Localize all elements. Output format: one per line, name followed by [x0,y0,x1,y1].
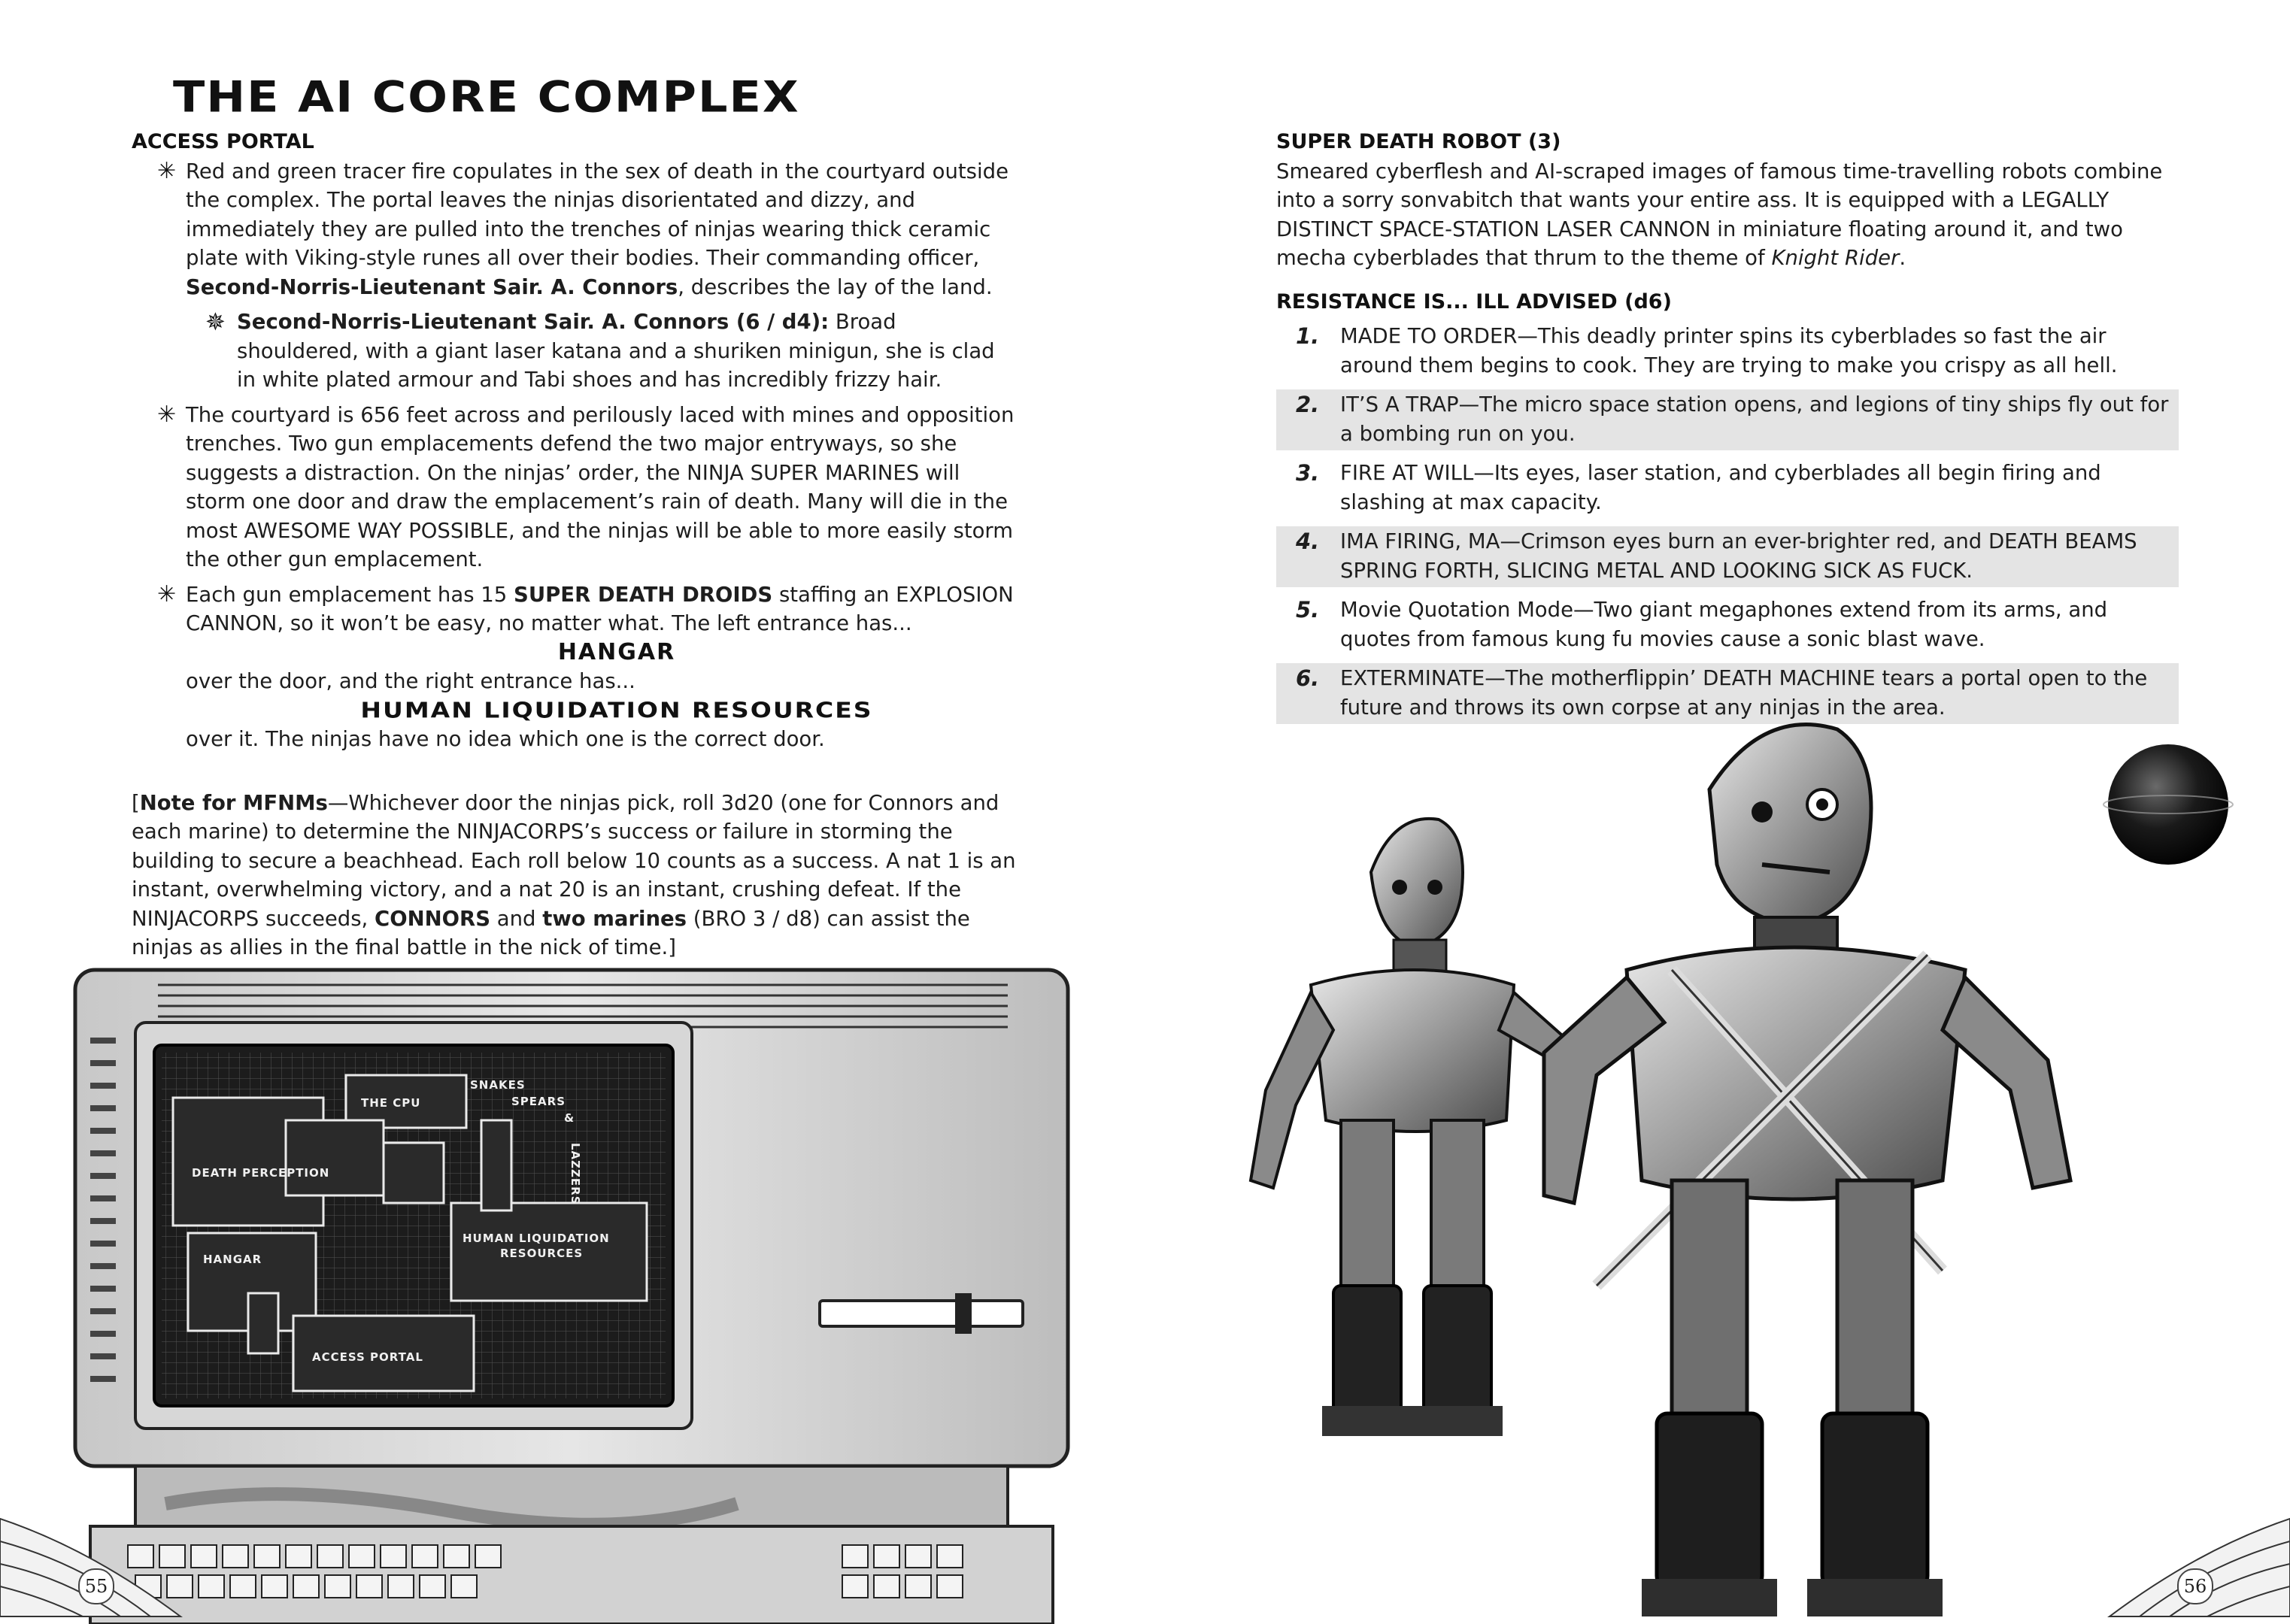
left-column [132,128,1019,983]
robot-description: Smeared cyberflesh and AI-scraped images of famous time-travelling robots combine into a sorry sonvabitch that wants your entire ass. It is equipped with a LEGALLY DISTINCT SPACE-STATION LASER CANNON in miniature floating around it, and two mecha cyberblades that thrum to the theme of Knight Rider. [1276,159,2163,270]
map-label-access-portal: ACCESS PORTAL [312,1350,423,1364]
map-label-hangar: HANGAR [203,1253,262,1266]
bullet-item: ✳ Each gun emplacement has 15 SUPER DEATH DROIDS staffing an EXPLOSION CANNON, so it won’t be easy, no matter what. The left entrance has... [157,580,1014,635]
table-row: 6. EXTERMINATE—The motherflippin’ DEATH MACHINE tears a portal open to the future and throws its own corpse at any ninjas in the area. [1276,663,2179,724]
map-label-spears: SPEARS [511,1095,566,1108]
page-title: THE AI CORE COMPLEX [173,71,800,123]
map-label-lazzers: LAZZERS [569,1143,582,1205]
corner-wing-ornament [2094,1504,2290,1624]
section-heading-super-death-robot: SUPER DEATH ROBOT (3) [1276,130,1561,153]
page-number: 55 [78,1568,114,1604]
door-label-human-liquidation: HUMAN LIQUIDATION RESOURCES [360,697,873,723]
section-heading-access-portal: ACCESS PORTAL [132,130,314,153]
section-heading-resistance: RESISTANCE IS... ILL ADVISED (d6) [1276,289,1672,314]
map-label-amp: & [564,1111,575,1125]
door-text: over it. The ninjas have no idea which one is the correct door. [186,727,825,751]
table-row: 4. IMA FIRING, MA—Crimson eyes burn an ever-brighter red, and DEATH BEAMS SPRING FORTH, SLICING METAL AND LOOKING SICK AS FUCK. [1276,526,2179,587]
ninja-star-icon: ✳ [157,157,177,184]
table-row: 1. MADE TO ORDER—This deadly printer spins its cyberblades so fast the air around them begins to cook. They are trying to make you crispy as all hell. [1296,323,2118,377]
sub-bullet-item: ✵ Second-Norris-Lieutenant Sair. A. Connors (6 / d4): Broad shouldered, with a giant laser katana and a shuriken minigun, she is clad in white plated armour and Tabi shoes and has incredibly frizzy hair. [205,308,995,392]
table-row: 2. IT’S A TRAP—The micro space station opens, and legions of tiny ships fly out for a bombing run on you. [1276,389,2179,450]
map-label-cpu: THE CPU [361,1096,421,1110]
gm-note: [Note for MFNMs—Whichever door the ninjas pick, roll 3d20 (one for Connors and each marine) to determine the NINJACORPS’s success or failure in storming the building to secure a beachhead. Each roll below 10 counts as a success. A nat 1 is an instant, overwhelming victory, and a nat 20 is an instant, crushing defeat. If the NINJACORPS succeeds, CONNORS and two marines (BRO 3 / d8) can assist the ninjas as allies in the final battle in the nick of time.] [132,790,1016,959]
ninja-star-icon: ✳ [157,401,177,428]
bullet-item: ✳ The courtyard is 656 feet across and perilously laced with mines and opposition trenches. Two gun emplacements defend the two major entryways, so she suggests a distraction. On the ninjas’ order, the NINJA SUPER MARINES will storm one door and draw the emplacement’s rain of death. Many will die in the most AWESOME WAY POSSIBLE, and the ninjas will be able to more easily storm the other gun emplacement. [157,401,1015,571]
door-label-hangar: HANGAR [557,638,676,665]
map-label-death-perception: DEATH PERCEPTION [192,1166,330,1180]
table-row: 3. FIRE AT WILL—Its eyes, laser station, and cyberblades all begin firing and slashing at max capacity. [1296,460,2101,514]
table-row: 5. Movie Quotation Mode—Two giant megaphones extend from its arms, and quotes from famous kung fu movies cause a sonic blast wave. [1296,597,2108,651]
map-label-hlr: HUMAN LIQUIDATION [463,1232,610,1245]
corner-wing-ornament [0,1504,196,1624]
ninja-star-icon: ✳ [157,580,177,607]
small-robot [1251,819,1582,1436]
d6-table [1276,321,2179,724]
bullet-item: ✳ Red and green tracer fire copulates in the sex of death in the courtyard outside the complex. The portal leaves the ninjas disorientated and dizzy, and immediately they are pulled into the trenches of ninjas wearing thick ceramic plate with Viking-style runes all over their bodies. Their commanding officer, Second-Norris-Lieutenant Sair. A. Connors, describes the lay of the land. [157,157,1009,299]
map-label-snakes: SNAKES [470,1078,526,1092]
space-station-orb [2108,744,2228,865]
door-text: over the door, and the right entrance has... [186,669,635,693]
retro-computer-map-illustration [60,962,1083,1624]
shuriken-icon: ✵ [205,308,226,336]
map-label-hlr2: RESOURCES [500,1247,584,1260]
page-number: 56 [2177,1568,2213,1604]
death-robots-illustration [1190,699,2288,1624]
right-page [1145,0,2290,1624]
big-robot [1544,725,2070,1616]
right-column [1276,128,2179,732]
